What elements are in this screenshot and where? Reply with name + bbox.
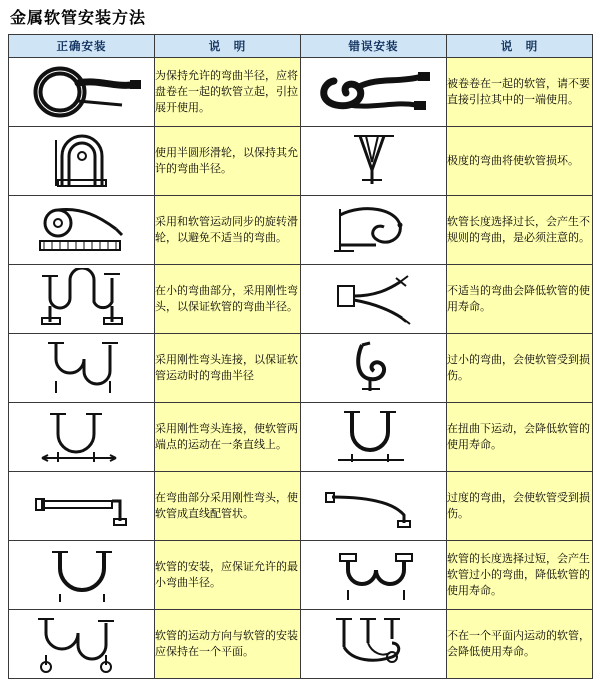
motion-out-of-plane-icon: [304, 613, 444, 675]
table-row: [9, 196, 593, 265]
note-wrong: 软管长度选择过长，会产生不规则的弯曲，是必须注意的。: [447, 196, 593, 265]
figure-cell-wrong: [301, 127, 447, 196]
table-header-row: [9, 35, 593, 58]
semicircular-sheave-guide-icon: [12, 130, 152, 192]
figure-cell-correct: [9, 334, 155, 403]
note-wrong: 过小的弯曲，会使软管受到损伤。: [447, 334, 593, 403]
page-title: 金属软管安装方法: [10, 8, 147, 27]
figure-cell-correct: [9, 196, 155, 265]
straight-pipe-with-elbow-icon: [12, 475, 152, 537]
header-wrong-install: 错误安装: [301, 35, 447, 58]
figure-cell-wrong: [301, 541, 447, 610]
figure-cell-correct: [9, 610, 155, 679]
note-wrong: 在扭曲下运动，会降低软管的使用寿命。: [447, 403, 593, 472]
figure-cell-wrong: [301, 472, 447, 541]
table-row: [9, 334, 593, 403]
rotating-sheave-with-chain-icon: [12, 199, 152, 261]
figure-cell-wrong: [301, 196, 447, 265]
coiled-hose-pulled-one-end-icon: [304, 61, 444, 123]
note-correct: 软管的安装，应保证允许的最小弯曲半径。: [155, 541, 301, 610]
table-row: [9, 541, 593, 610]
header-wrong-note: 说 明: [447, 35, 593, 58]
rigid-elbow-u-loop-icon: [12, 337, 152, 399]
figure-cell-wrong: [301, 334, 447, 403]
twisting-u-hose-icon: [304, 406, 444, 468]
figure-cell-correct: [9, 127, 155, 196]
figure-cell-correct: [9, 58, 155, 127]
note-wrong: 不适当的弯曲会降低软管的使用寿命。: [447, 265, 593, 334]
figure-cell-correct: [9, 472, 155, 541]
header-correct-install: 正确安装: [9, 35, 155, 58]
note-correct: 采用刚性弯头连接，以保证软管运动时的弯曲半径: [155, 334, 301, 403]
sharp-v-bend-hose-icon: [304, 130, 444, 192]
excessive-bend-straight-run-icon: [304, 475, 444, 537]
table-row: [9, 472, 593, 541]
note-correct: 在弯曲部分采用刚性弯头，使软管成直线配管状。: [155, 472, 301, 541]
note-wrong: 过度的弯曲，会使软管受到损伤。: [447, 472, 593, 541]
figure-cell-wrong: [301, 58, 447, 127]
figure-cell-correct: [9, 403, 155, 472]
note-correct: 采用和软管运动同步的旋转滑轮，以避免不适当的弯曲。: [155, 196, 301, 265]
note-correct: 软管的运动方向与软管的安装应保持在一个平面。: [155, 610, 301, 679]
too-small-bend-radius-icon: [304, 337, 444, 399]
table-row: [9, 127, 593, 196]
figure-cell-wrong: [301, 403, 447, 472]
table-row: [9, 610, 593, 679]
over-long-hose-loop-icon: [304, 199, 444, 261]
table-row: [9, 265, 593, 334]
note-wrong: 软管的长度选择过短，会产生软管过小的弯曲，降低软管的使用寿命。: [447, 541, 593, 610]
note-correct: 使用半圆形滑轮，以保持其允许的弯曲半径。: [155, 127, 301, 196]
hose-minimum-bend-radius-install-icon: [12, 544, 152, 606]
figure-cell-wrong: [301, 610, 447, 679]
table-row: [9, 58, 593, 127]
note-wrong: 不在一个平面内运动的软管，会降低使用寿命。: [447, 610, 593, 679]
note-correct: 在小的弯曲部分，采用刚性弯头，以保证软管的弯曲半径。: [155, 265, 301, 334]
figure-cell-wrong: [301, 265, 447, 334]
header-correct-note: 说 明: [155, 35, 301, 58]
note-wrong: 极度的弯曲将使软管损坏。: [447, 127, 593, 196]
figure-cell-correct: [9, 265, 155, 334]
note-correct: 采用刚性弯头连接，使软管两端点的运动在一条直线上。: [155, 403, 301, 472]
improper-bend-at-fitting-icon: [304, 268, 444, 330]
note-correct: 为保持允许的弯曲半径，应将盘卷在一起的软管立起，引拉展开使用。: [155, 58, 301, 127]
too-long-hose-small-bend-icon: [304, 544, 444, 606]
figure-cell-correct: [9, 541, 155, 610]
motion-in-same-plane-icon: [12, 613, 152, 675]
coiled-hose-standing-roll-icon: [12, 61, 152, 123]
rigid-elbow-straight-line-motion-icon: [12, 406, 152, 468]
note-wrong: 被卷卷在一起的软管，请不要直接引拉其中的一端使用。: [447, 58, 593, 127]
table-row: [9, 403, 593, 472]
hose-installation-table: [8, 34, 593, 679]
rigid-elbow-small-bend-icon: [12, 268, 152, 330]
